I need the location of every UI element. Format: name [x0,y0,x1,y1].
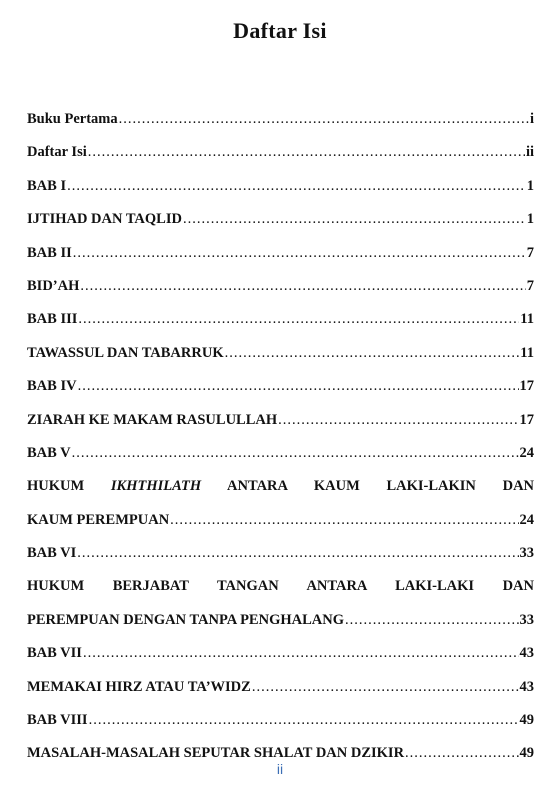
page-number: ii [276,761,284,777]
toc-entry-ijtihad[interactable] [27,209,534,242]
toc-entry-label-part: ANTARA KAUM LAKI-LAKIN DAN [227,478,535,495]
toc-entry-page: 7 [526,244,534,261]
toc-entry-label: BAB I [27,177,67,194]
dot-leader [83,643,519,663]
dot-leader [77,543,518,563]
toc-entry-ikhthilath-line1[interactable] [27,476,534,509]
toc-entry-label: Buku Pertama [27,111,118,127]
toc-entry-page: 33 [519,611,534,628]
dot-leader [278,410,518,430]
toc-entry-ikhthilath-line2[interactable] [27,510,534,543]
dot-leader [73,243,526,263]
toc-entry-label: IJTIHAD DAN TAQLID [27,211,182,228]
toc-entry-label: PEREMPUAN DENGAN TANPA PENGHALANG [27,611,344,628]
toc-entry-label: TAWASSUL DAN TABARRUK [27,344,224,361]
toc-entry-bab-iii[interactable] [27,309,534,342]
toc-entry-bab-ii[interactable] [27,243,534,276]
dot-leader [72,443,519,463]
toc-entry-page: ii [525,144,534,161]
toc-entry-buku-pertama[interactable] [27,109,534,142]
toc-entry-berjabat-line1[interactable] [27,576,534,609]
dot-leader [89,710,519,730]
toc-entry-page: 1 [526,211,534,228]
toc-entry-label: BAB III [27,311,78,328]
toc-entry-label-line: HUKUM BERJABAT TANGAN ANTARA LAKI-LAKI DAN [27,578,534,595]
dot-leader [67,176,526,196]
toc-entry-page: 1 [526,177,534,194]
toc-entry-page: 24 [519,444,534,461]
dot-leader [252,677,519,697]
toc-entry-label-line [27,476,534,496]
toc-entry-bab-i[interactable] [27,176,534,209]
toc-entry-bab-vi[interactable] [27,543,534,576]
toc-entry-label: MEMAKAI HIRZ ATAU TA’WIDZ [27,678,251,695]
toc-entry-tawassul[interactable] [27,343,534,376]
dot-leader [119,109,529,129]
toc-entry-label: BAB VI [27,545,77,562]
toc-entry-bab-iv[interactable] [27,376,534,409]
toc-entry-page: 17 [519,411,534,428]
toc-entry-page: 43 [519,645,534,662]
toc-entry-bab-v[interactable] [27,443,534,476]
toc-entry-label-part: HUKUM [27,478,85,495]
dot-leader [88,142,525,162]
toc-entry-label: ZIARAH KE MAKAM RASULULLAH [27,411,278,428]
toc-entry-page: 11 [520,344,534,361]
dot-leader [170,510,518,530]
dot-leader [225,343,520,363]
toc-entry-page: 33 [519,545,534,562]
toc-entry-label: BAB VII [27,645,82,662]
dot-leader [78,376,519,396]
toc-entry-label: BAB IV [27,378,77,395]
toc-entry-page: i [529,111,534,127]
toc-entry-hirz[interactable] [27,677,534,710]
toc-entry-label: Daftar Isi [27,144,87,161]
toc-entry-page: 43 [519,678,534,695]
dot-leader [80,276,525,296]
toc-entry-label: KAUM PEREMPUAN [27,511,170,528]
toc-entry-label: BAB VIII [27,712,88,729]
toc-entry-label: BAB V [27,444,71,461]
table-of-contents [27,109,534,777]
toc-entry-bidah[interactable] [27,276,534,309]
toc-entry-label: MASALAH-MASALAH SEPUTAR SHALAT DAN DZIKIR [27,745,405,762]
toc-entry-page: 49 [519,712,534,729]
dot-leader [183,209,526,229]
toc-entry-label: BID’AH [27,277,80,294]
toc-entry-bab-vii[interactable] [27,643,534,676]
dot-leader [345,610,519,630]
toc-entry-page: 24 [519,511,534,528]
toc-entry-page: 17 [519,378,534,395]
toc-entry-label: BAB II [27,244,72,261]
toc-entry-berjabat-line2[interactable] [27,610,534,643]
toc-entry-page: 11 [520,311,534,328]
toc-entry-ziarah[interactable] [27,410,534,443]
toc-entry-bab-viii[interactable] [27,710,534,743]
dot-leader [78,309,519,329]
toc-entry-page: 7 [526,277,534,294]
toc-entry-label-italic: IKHTHILATH [110,478,202,495]
toc-entry-page: 49 [519,745,534,762]
toc-entry-daftar-isi[interactable] [27,142,534,175]
page-title: Daftar Isi [233,18,327,43]
